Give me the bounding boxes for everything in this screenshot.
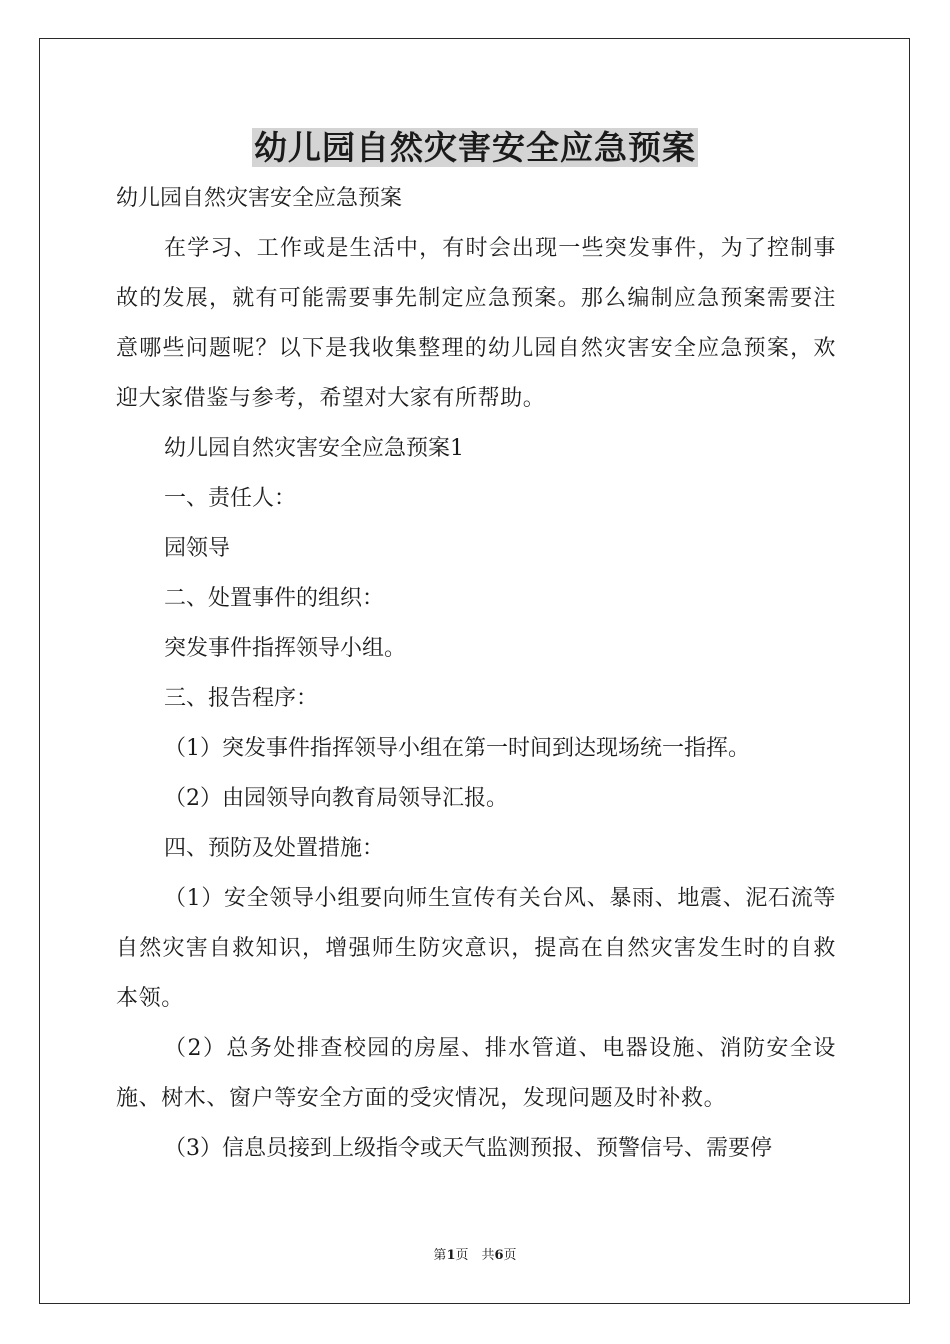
footer-page-current: 1 — [446, 1248, 456, 1263]
item-organization-value: 突发事件指挥领导小组。 — [164, 636, 407, 661]
footer-mid: 页 共 — [455, 1248, 495, 1263]
measure-paragraph-2: （2）总务处排查校园的房屋、排水管道、电器设施、消防安全设施、树木、窗户等安全方面的受灾情况，发现问题及时补救。 — [116, 1036, 836, 1111]
item-report-step-2: （2）由园领导向教育局领导汇报。 — [164, 786, 508, 811]
section-heading: 幼儿园自然灾害安全应急预案1 — [164, 436, 464, 461]
footer-page-total: 6 — [494, 1248, 504, 1263]
item-organization-heading: 二、处置事件的组织： — [164, 586, 385, 611]
footer-suffix: 页 — [503, 1248, 517, 1263]
measure-paragraph-3: （3）信息员接到上级指令或天气监测预报、预警信号、需要停 — [164, 1136, 772, 1161]
item-responsible-heading: 一、责任人： — [164, 486, 297, 511]
footer-prefix: 第 — [433, 1248, 447, 1263]
intro-paragraph: 在学习、工作或是生活中，有时会出现一些突发事件，为了控制事故的发展，就有可能需要事先制定应急预案。那么编制应急预案需要注意哪些问题呢？以下是我收集整理的幼儿园自然灾害安全应急预案，欢迎大家借鉴与参考，希望对大家有所帮助。 — [116, 236, 836, 411]
document-title-text: 幼儿园自然灾害安全应急预案 — [254, 128, 696, 167]
item-report-step-1: （1）突发事件指挥领导小组在第一时间到达现场统一指挥。 — [164, 736, 750, 761]
document-subtitle: 幼儿园自然灾害安全应急预案 — [116, 186, 403, 211]
page-footer — [0, 1246, 950, 1266]
document-body — [116, 174, 836, 1174]
item-responsible-value: 园领导 — [164, 536, 231, 561]
measure-paragraph-1: （1）安全领导小组要向师生宣传有关台风、暴雨、地震、泥石流等自然灾害自救知识，增强师生防灾意识，提高在自然灾害发生时的自救本领。 — [116, 886, 836, 1011]
document-title — [0, 126, 950, 170]
item-report-heading: 三、报告程序： — [164, 686, 319, 711]
item-measures-heading: 四、预防及处置措施： — [164, 836, 385, 861]
